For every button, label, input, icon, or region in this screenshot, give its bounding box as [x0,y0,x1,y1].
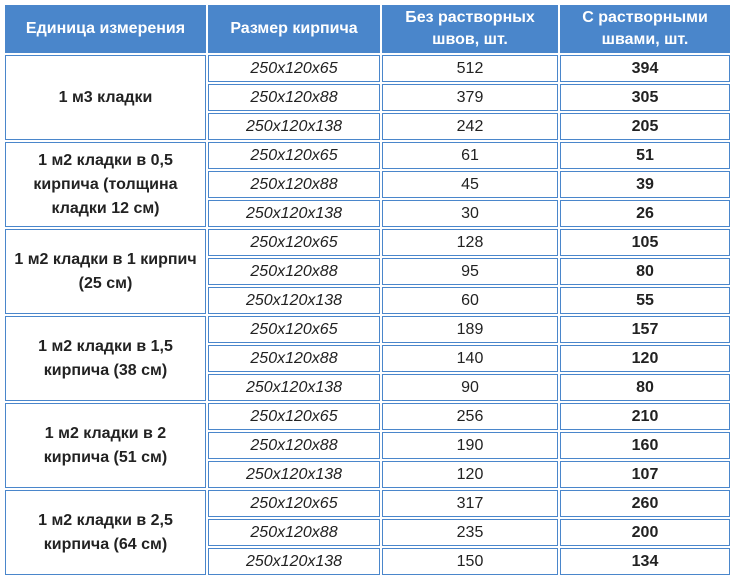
table-row [5,490,730,517]
brick-size-cell: 250х120х88 [208,258,380,285]
brick-size-cell: 250х120х88 [208,432,380,459]
unit-cell: 1 м2 кладки в 0,5 кирпича (толщина кладки 12 см) [5,142,206,227]
with-joints-cell: 205 [560,113,730,140]
without-joints-cell: 317 [382,490,558,517]
without-joints-cell: 242 [382,113,558,140]
with-joints-cell: 134 [560,548,730,575]
without-joints-cell: 140 [382,345,558,372]
brick-size-cell: 250х120х138 [208,287,380,314]
brick-size-cell: 250х120х88 [208,345,380,372]
with-joints-cell: 120 [560,345,730,372]
with-joints-cell: 55 [560,287,730,314]
brick-size-cell: 250х120х65 [208,229,380,256]
header-without-joints: Без растворных швов, шт. [382,5,558,53]
without-joints-cell: 150 [382,548,558,575]
with-joints-cell: 305 [560,84,730,111]
unit-cell: 1 м2 кладки в 2 кирпича (51 см) [5,403,206,488]
with-joints-cell: 394 [560,55,730,82]
header-row [5,5,730,53]
without-joints-cell: 60 [382,287,558,314]
unit-cell: 1 м3 кладки [5,55,206,140]
without-joints-cell: 256 [382,403,558,430]
table-header [5,5,730,53]
without-joints-cell: 95 [382,258,558,285]
with-joints-cell: 105 [560,229,730,256]
brick-size-cell: 250х120х138 [208,374,380,401]
with-joints-cell: 160 [560,432,730,459]
without-joints-cell: 235 [382,519,558,546]
without-joints-cell: 379 [382,84,558,111]
brick-size-cell: 250х120х88 [208,171,380,198]
with-joints-cell: 210 [560,403,730,430]
table-body [5,55,730,575]
without-joints-cell: 120 [382,461,558,488]
without-joints-cell: 30 [382,200,558,227]
unit-cell: 1 м2 кладки в 2,5 кирпича (64 см) [5,490,206,575]
brick-quantity-table [3,3,732,577]
brick-size-cell: 250х120х138 [208,113,380,140]
without-joints-cell: 190 [382,432,558,459]
with-joints-cell: 80 [560,374,730,401]
without-joints-cell: 128 [382,229,558,256]
brick-size-cell: 250х120х65 [208,403,380,430]
unit-cell: 1 м2 кладки в 1 кирпич (25 см) [5,229,206,314]
table-row [5,229,730,256]
with-joints-cell: 51 [560,142,730,169]
brick-size-cell: 250х120х138 [208,461,380,488]
with-joints-cell: 80 [560,258,730,285]
without-joints-cell: 90 [382,374,558,401]
with-joints-cell: 157 [560,316,730,343]
with-joints-cell: 200 [560,519,730,546]
brick-size-cell: 250х120х65 [208,142,380,169]
header-unit: Единица измерения [5,5,206,53]
table-row [5,403,730,430]
with-joints-cell: 260 [560,490,730,517]
brick-size-cell: 250х120х88 [208,519,380,546]
without-joints-cell: 189 [382,316,558,343]
with-joints-cell: 107 [560,461,730,488]
brick-size-cell: 250х120х65 [208,55,380,82]
without-joints-cell: 45 [382,171,558,198]
with-joints-cell: 26 [560,200,730,227]
brick-size-cell: 250х120х88 [208,84,380,111]
with-joints-cell: 39 [560,171,730,198]
brick-size-cell: 250х120х65 [208,490,380,517]
header-brick-size: Размер кирпича [208,5,380,53]
table-row [5,316,730,343]
table-row [5,142,730,169]
unit-cell: 1 м2 кладки в 1,5 кирпича (38 см) [5,316,206,401]
without-joints-cell: 61 [382,142,558,169]
brick-size-cell: 250х120х138 [208,200,380,227]
header-with-joints: С растворными швами, шт. [560,5,730,53]
without-joints-cell: 512 [382,55,558,82]
brick-size-cell: 250х120х138 [208,548,380,575]
brick-size-cell: 250х120х65 [208,316,380,343]
table-row [5,55,730,82]
